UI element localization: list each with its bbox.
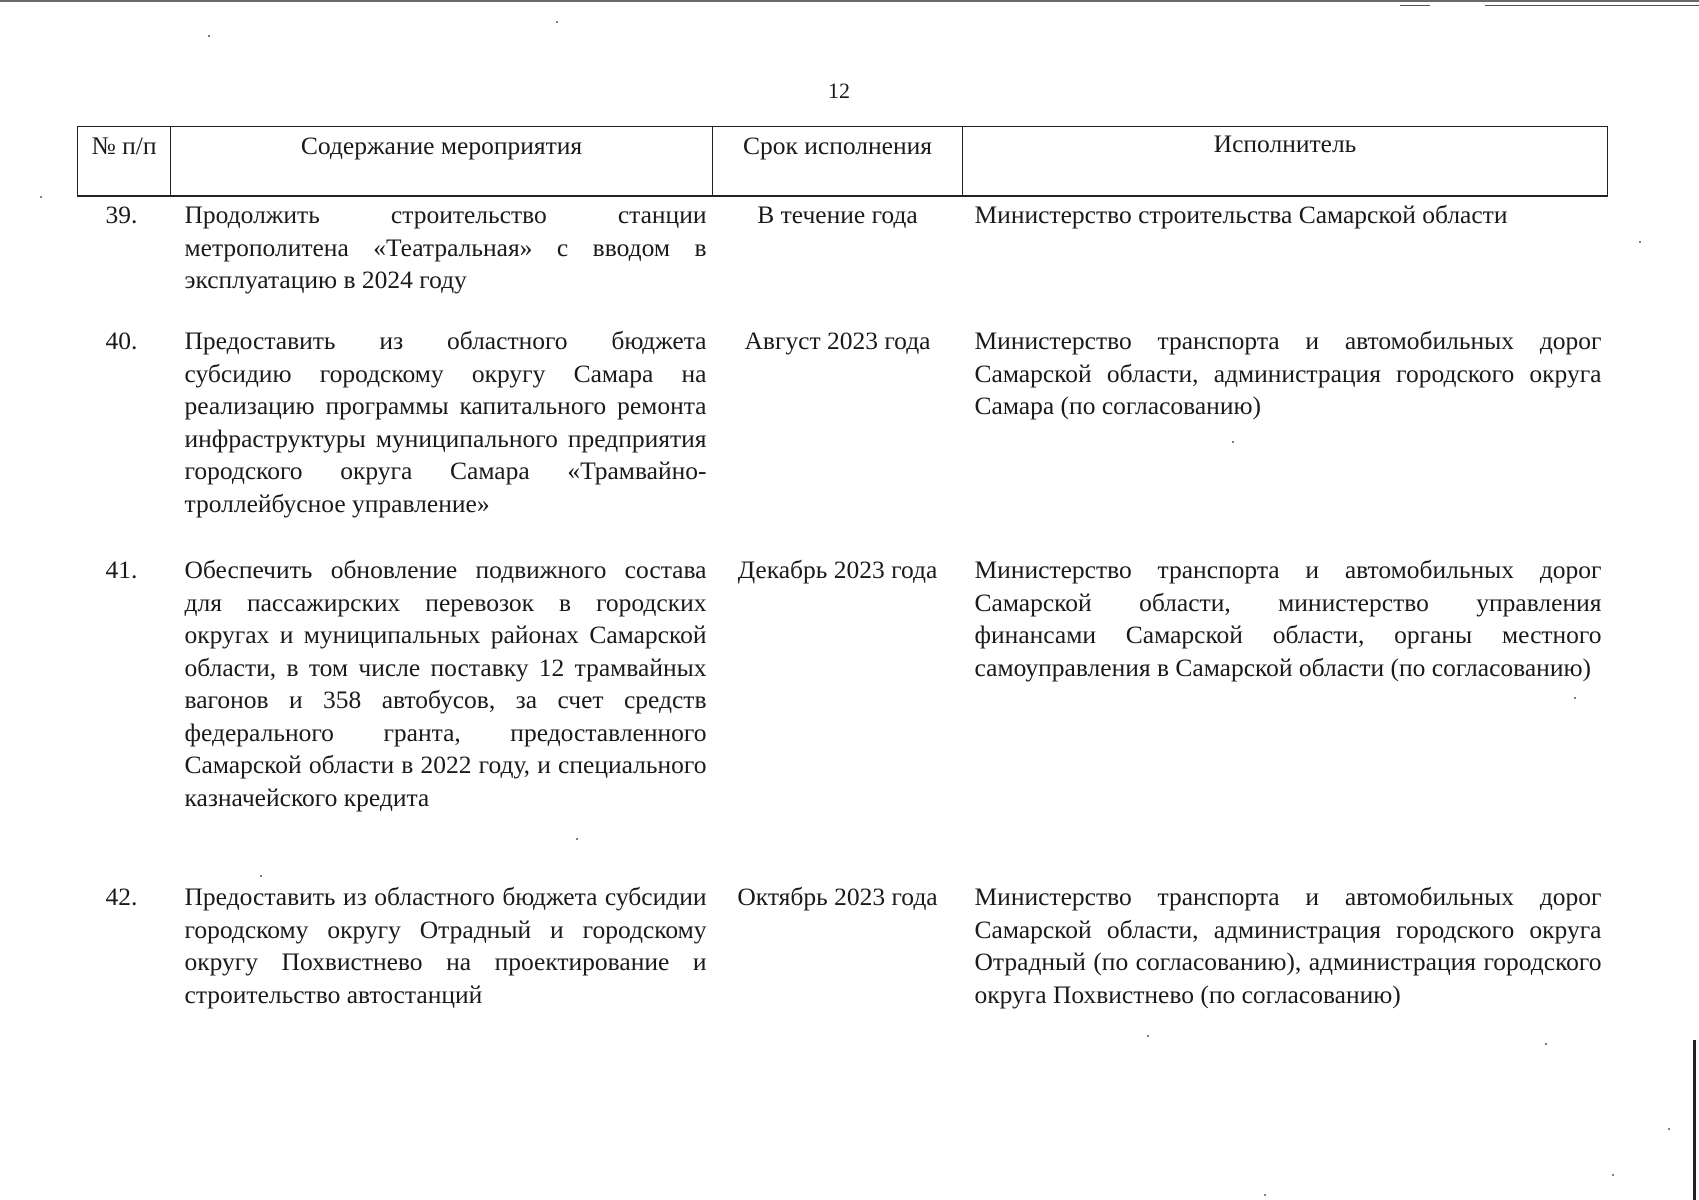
- row-content: Продолжить строительство станции метрополитена «Театральная» с вводом в эксплуатацию в 2024 году: [184, 200, 707, 294]
- row-executor: Министерство строительства Самарской области: [974, 200, 1508, 229]
- header-term: Срок исполнения: [713, 127, 963, 197]
- scan-speck: [576, 838, 578, 840]
- table-row: [78, 881, 1608, 1051]
- page-number: 12: [828, 78, 850, 103]
- scan-speck: [1612, 1174, 1614, 1176]
- row-content: Обеспечить обновление подвижного состава для пассажирских перевозок в городских округах и муниципальных районах Самарской области, в том числе поставку 12 трамвайных вагонов и 358 автобусов, за счет средств федерального гранта, предоставленного Самарской области в 2022 году, и специального казначейского кредита: [184, 555, 707, 812]
- row-number: 39.: [105, 200, 138, 229]
- row-executor: Министерство транспорта и автомобильных дорог Самарской области, администрация городского округа Отрадный (по согласованию), администрация городского округа Похвистнево (по согласованию): [974, 882, 1602, 1009]
- scan-speck: [40, 196, 42, 198]
- row-term: Октябрь 2023 года: [737, 882, 938, 911]
- table-row: [78, 554, 1608, 881]
- table-row: [78, 325, 1608, 554]
- row-term: В течение года: [757, 200, 918, 229]
- table-row: [78, 196, 1608, 325]
- header-row: [78, 127, 1608, 197]
- row-number: 41.: [105, 555, 138, 584]
- header-num: № п/п: [78, 127, 171, 197]
- scan-speck: [208, 35, 210, 37]
- scan-speck: [1639, 241, 1641, 243]
- scan-speck: [1264, 1194, 1266, 1196]
- row-term: Август 2023 года: [744, 326, 931, 355]
- scan-speck: [1545, 1043, 1547, 1045]
- scan-artifact-line: [1400, 5, 1430, 6]
- scan-speck: [1574, 697, 1576, 699]
- row-executor: Министерство транспорта и автомобильных дорог Самарской области, министерство управления финансами Самарской области, органы местного самоуправления в Самарской области (по согласованию): [974, 555, 1602, 682]
- scan-artifact-line: [1485, 5, 1699, 6]
- row-term: Декабрь 2023 года: [737, 555, 938, 584]
- scan-speck: [260, 875, 262, 877]
- scan-speck: [1668, 1128, 1670, 1130]
- row-number: 40.: [105, 326, 138, 355]
- row-content: Предоставить из областного бюджета субсидии городскому округу Отрадный и городскому округу Похвистнево на проектирование и строительство автостанций: [184, 882, 707, 1009]
- table-header: [78, 127, 1608, 197]
- table-body: [78, 196, 1608, 1051]
- scan-right-edge: [1693, 1040, 1696, 1200]
- scan-speck: [1147, 1035, 1149, 1037]
- measures-table: [77, 126, 1608, 1051]
- row-content: Предоставить из областного бюджета субсидию городскому округу Самара на реализацию программы капитального ремонта инфраструктуры муниципального предприятия городского округа Самара «Трамвайно-троллейбусное управление»: [184, 326, 707, 518]
- header-executor: Исполнитель: [963, 127, 1608, 197]
- scan-speck: [556, 21, 558, 23]
- scan-speck: [1232, 441, 1234, 443]
- scan-top-edge: [0, 0, 1699, 2]
- row-number: 42.: [105, 882, 138, 911]
- row-executor: Министерство транспорта и автомобильных дорог Самарской области, администрация городского округа Самара (по согласованию): [974, 326, 1602, 420]
- header-content: Содержание мероприятия: [171, 127, 713, 197]
